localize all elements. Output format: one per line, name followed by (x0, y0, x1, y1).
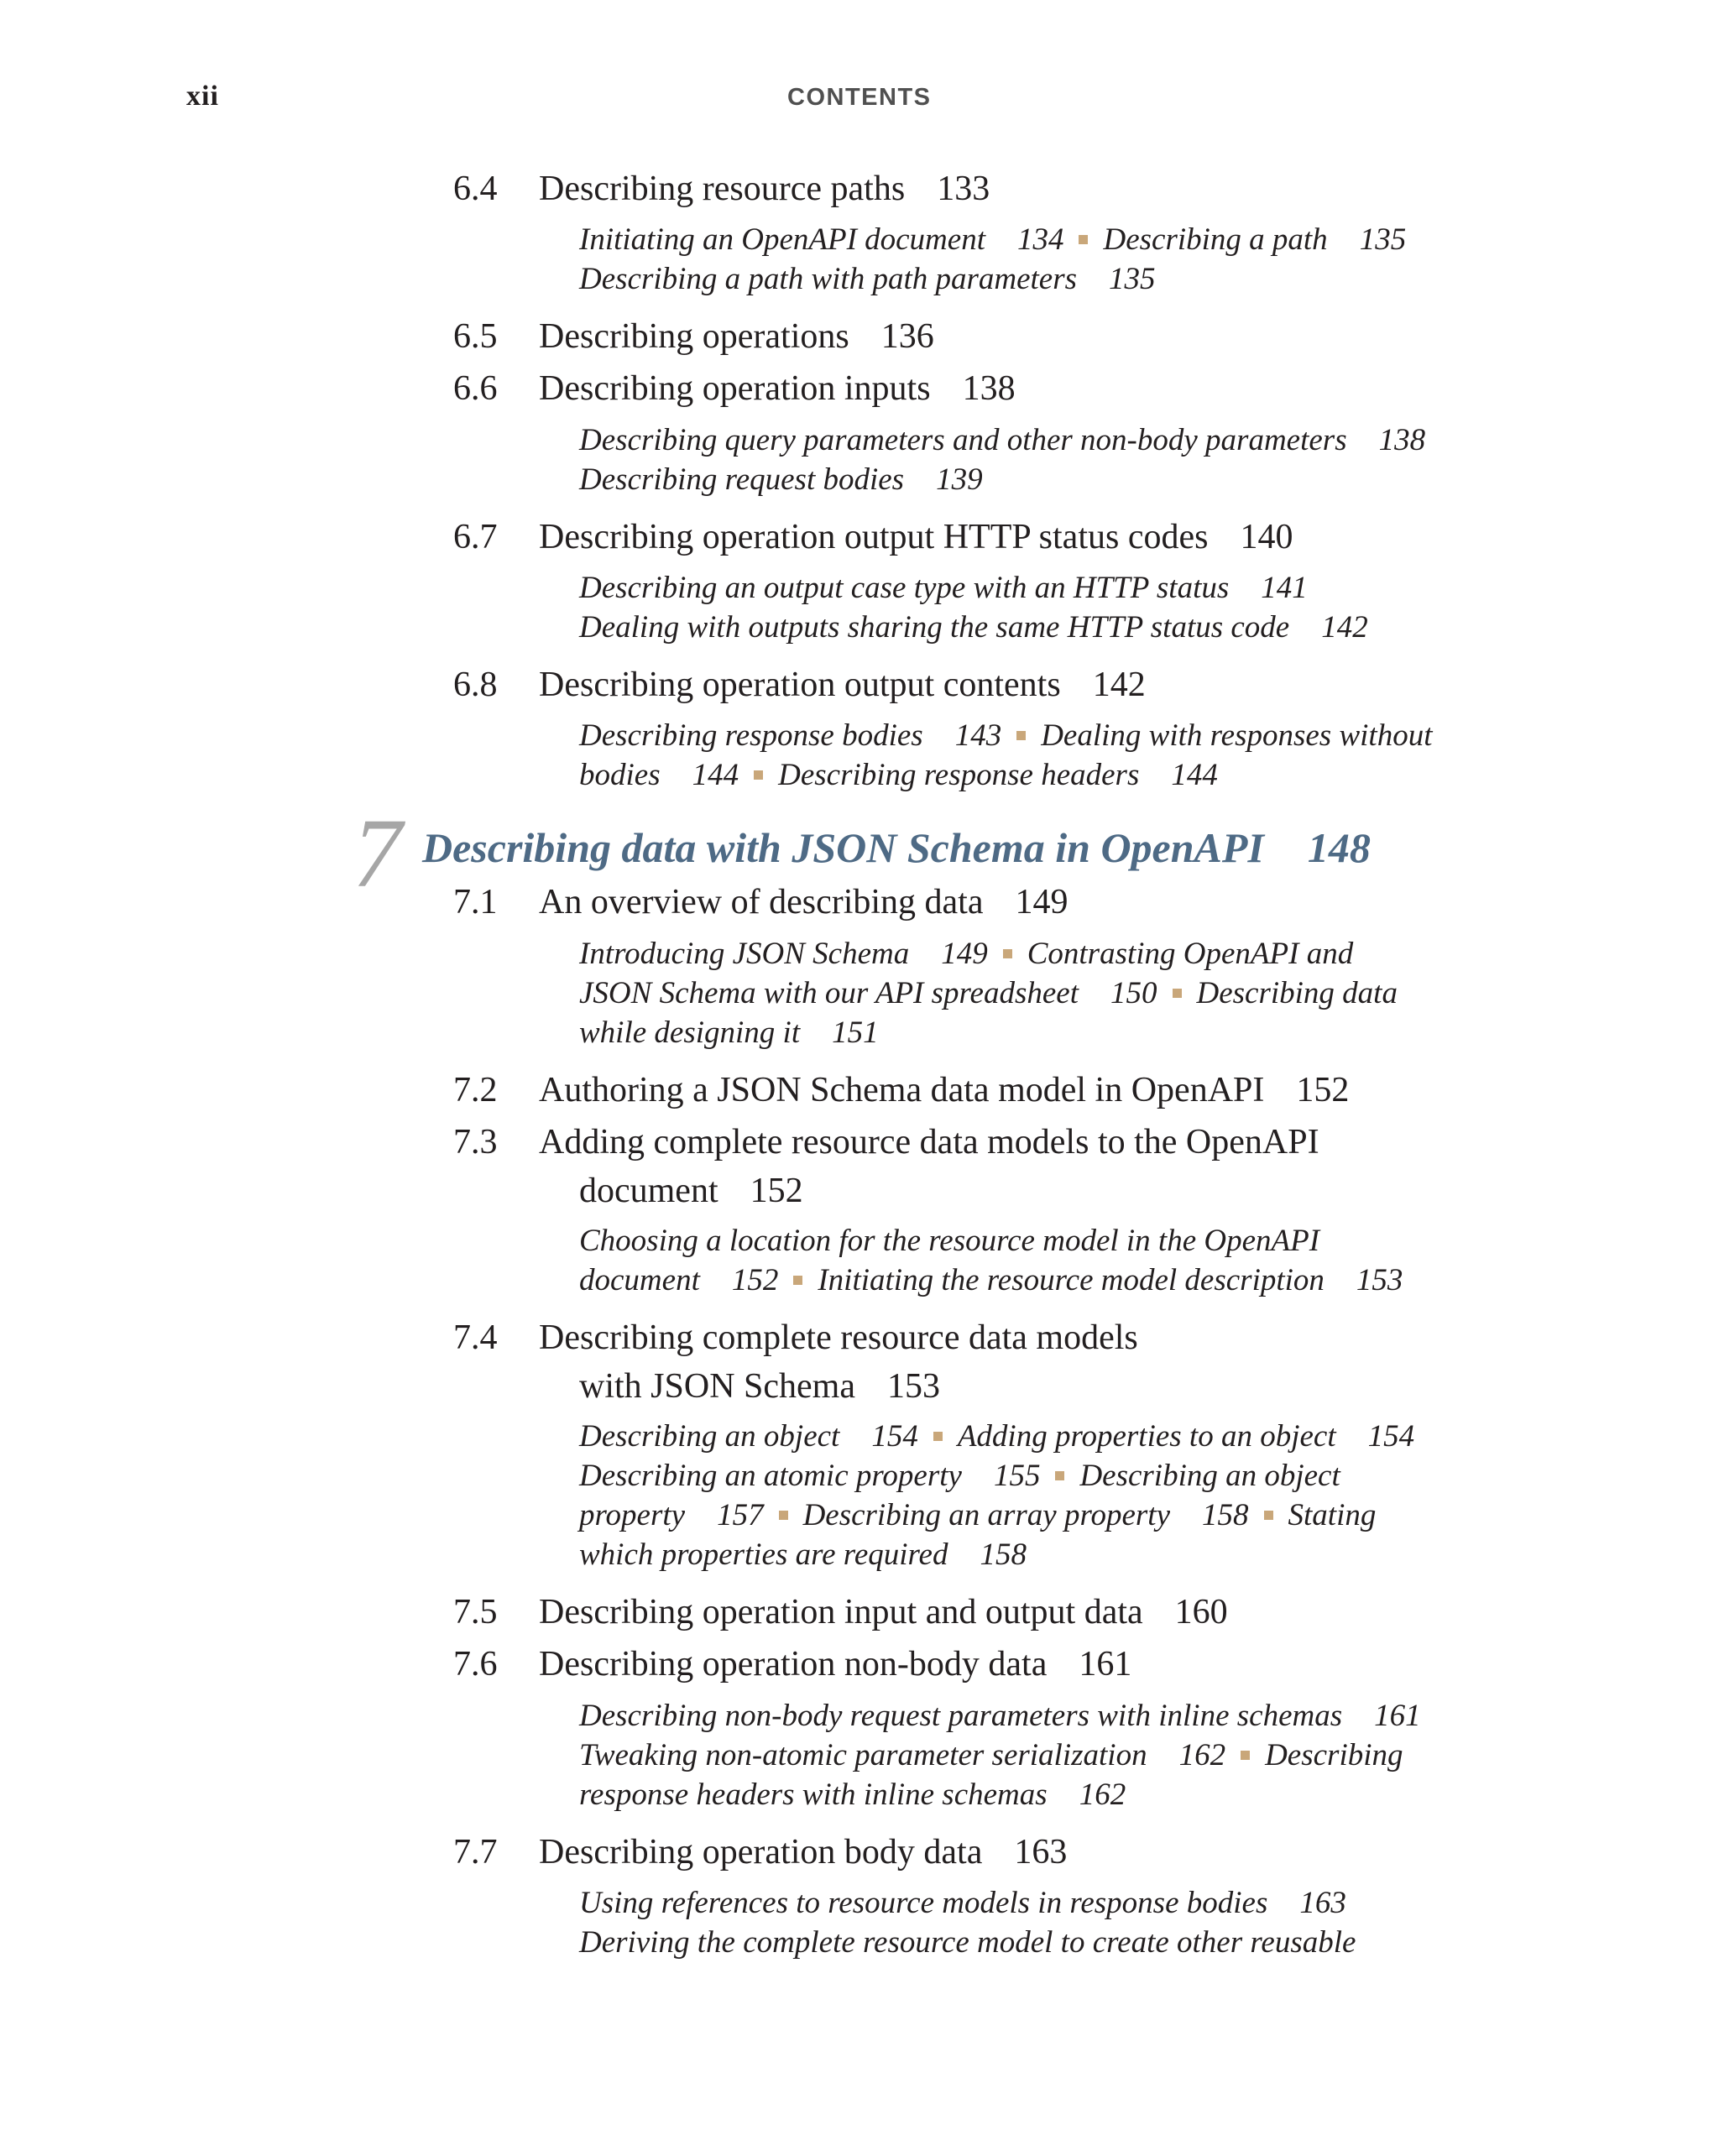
subsection-title[interactable]: Describing an atomic property (579, 1459, 962, 1493)
toc-subsection-line (579, 1696, 1421, 1736)
toc-subsection-line (579, 1883, 1346, 1923)
section-number: 6.4 (453, 170, 498, 208)
section-title: Describing operation inputs (539, 369, 931, 408)
subsection-title[interactable]: bodies (579, 758, 661, 792)
toc-section-7-3[interactable] (453, 1118, 1319, 1167)
toc-subsection-line (579, 716, 1432, 755)
section-number: 7.3 (453, 1123, 498, 1162)
section-title: An overview of describing data (539, 883, 984, 921)
section-number: 6.6 (453, 369, 498, 408)
page-ref: 134 (1016, 222, 1064, 257)
section-number: 7.2 (453, 1071, 498, 1109)
subsection-title[interactable]: Choosing a location for the resource model in the OpenAPI (579, 1224, 1320, 1258)
section-title: Describing operation body data (539, 1833, 983, 1871)
toc-subsection-line (579, 1736, 1403, 1775)
toc-section-7-4[interactable] (453, 1313, 1138, 1362)
page-ref: 135 (1109, 262, 1156, 296)
section-number: 6.5 (453, 317, 498, 356)
section-number: 6.7 (453, 518, 498, 556)
chapter-title: Describing data with JSON Schema in OpenAPI (422, 824, 1264, 871)
page-ref: 161 (1374, 1699, 1421, 1733)
page-ref: 151 (832, 1015, 879, 1050)
section-number: 7.6 (453, 1645, 498, 1684)
page-ref: 157 (717, 1498, 764, 1532)
section-title: Adding complete resource data models to the OpenAPI (539, 1123, 1319, 1162)
page-ref: 138 (1378, 423, 1426, 457)
toc-subsection-line (579, 1261, 1403, 1300)
toc-subsection-line (579, 1535, 1027, 1574)
subsection-title[interactable]: document (579, 1263, 700, 1297)
page-ref: 158 (1202, 1498, 1249, 1532)
page-ref: 152 (750, 1172, 803, 1210)
toc-section-7-1[interactable] (453, 878, 1068, 927)
subsection-title[interactable]: Tweaking non-atomic parameter serialization (579, 1738, 1147, 1772)
subsection-title[interactable]: response headers with inline schemas (579, 1778, 1048, 1812)
subsection-title[interactable]: Introducing JSON Schema (579, 937, 910, 971)
section-number: 6.8 (453, 666, 498, 704)
bullet-separator (1016, 731, 1026, 740)
toc-section-6-5[interactable] (453, 312, 934, 361)
bullet-separator (1079, 235, 1088, 244)
toc-section-7-6[interactable] (453, 1640, 1131, 1689)
subsection-title[interactable]: Describing response headers (778, 758, 1140, 792)
section-title: Describing complete resource data models (539, 1318, 1138, 1357)
toc-section-7-2[interactable] (453, 1066, 1349, 1115)
toc-subsection-line (579, 460, 983, 499)
page-ref: 153 (1356, 1263, 1403, 1297)
toc-section-7-5[interactable] (453, 1588, 1228, 1637)
page-ref: 144 (692, 758, 739, 792)
toc-subsection-line (579, 934, 1353, 974)
subsection-title[interactable]: Describing non-body request parameters with inline schemas (579, 1699, 1343, 1733)
section-title: Describing operation output contents (539, 666, 1061, 704)
section-title: Describing resource paths (539, 170, 906, 208)
subsection-title[interactable]: Describing data (1196, 976, 1398, 1010)
page-ref: 136 (880, 317, 934, 356)
section-title: Describing operation output HTTP status codes (539, 518, 1209, 556)
subsection-title[interactable]: while designing it (579, 1015, 801, 1050)
section-number: 7.5 (453, 1593, 498, 1631)
bullet-separator (779, 1511, 788, 1520)
page-ref: 142 (1321, 610, 1368, 645)
subsection-title[interactable]: Dealing with responses without (1041, 718, 1433, 753)
page-ref: 158 (980, 1537, 1027, 1572)
bullet-separator (933, 1432, 943, 1441)
page-ref: 144 (1171, 758, 1218, 792)
toc-subsection-line (579, 1221, 1319, 1261)
section-title-cont: with JSON Schema (579, 1367, 855, 1406)
toc-subsection-line (579, 259, 1156, 299)
toc-section-6-7[interactable] (453, 513, 1293, 561)
toc-chapter-7[interactable] (422, 821, 1371, 874)
toc-section-continuation[interactable] (579, 1167, 803, 1215)
subsection-title[interactable]: Describing (1265, 1738, 1403, 1772)
subsection-title[interactable]: Using references to resource models in response bodies (579, 1886, 1268, 1920)
subsection-title[interactable]: Describing an object (1079, 1459, 1340, 1493)
subsection-title[interactable]: Describing request bodies (579, 462, 905, 497)
bullet-separator (1241, 1751, 1250, 1760)
section-title: Describing operation non-body data (539, 1645, 1048, 1684)
subsection-title[interactable]: Deriving the complete resource model to create other reusable (579, 1925, 1356, 1960)
subsection-title[interactable]: Describing an output case type with an HTTP status (579, 571, 1230, 605)
page-ref: 142 (1092, 666, 1146, 704)
bullet-separator (754, 770, 763, 780)
subsection-title[interactable]: Initiating the resource model description (818, 1263, 1325, 1297)
page-ref: 143 (954, 718, 1002, 753)
section-title: Describing operation input and output data (539, 1593, 1143, 1631)
bullet-separator (793, 1276, 802, 1285)
page-ref: 138 (962, 369, 1016, 408)
toc-subsection-line (579, 1496, 1376, 1535)
page-ref: 154 (871, 1419, 918, 1454)
subsection-title[interactable]: Dealing with outputs sharing the same HTTP status code (579, 610, 1290, 645)
section-title-cont: document (579, 1172, 718, 1210)
page-ref: 153 (887, 1367, 940, 1406)
toc-section-6-8[interactable] (453, 660, 1146, 709)
section-number: 7.7 (453, 1833, 498, 1871)
bullet-separator (1173, 989, 1182, 998)
subsection-title[interactable]: Describing query parameters and other non-body parameters (579, 423, 1347, 457)
subsection-title[interactable]: Describing an object (579, 1419, 840, 1454)
section-title: Describing operations (539, 317, 849, 356)
toc-subsection-line (579, 420, 1425, 460)
toc-subsection-line (579, 1013, 879, 1052)
toc-subsection-line (579, 608, 1368, 647)
page-ref: 139 (936, 462, 983, 497)
page-ref: 148 (1307, 824, 1371, 871)
page-ref: 140 (1240, 518, 1293, 556)
toc-section-continuation[interactable] (579, 1362, 940, 1411)
bullet-separator (1003, 949, 1012, 958)
subsection-title[interactable]: Describing response bodies (579, 718, 923, 753)
toc-section-6-4[interactable] (453, 164, 990, 213)
subsection-title[interactable]: Adding properties to an object (957, 1419, 1336, 1454)
subsection-title[interactable]: Stating (1288, 1498, 1377, 1532)
toc-subsection-line (579, 1417, 1414, 1456)
toc-subsection-line (579, 755, 1218, 795)
page-ref: 163 (1014, 1833, 1068, 1871)
toc-subsection-line (579, 220, 1406, 259)
subsection-title[interactable]: Describing a path (1103, 222, 1328, 257)
toc-section-6-6[interactable] (453, 364, 1016, 413)
page-ref: 152 (1296, 1071, 1350, 1109)
toc-subsection-line (579, 1923, 1356, 1962)
toc-subsection-line (579, 1456, 1340, 1496)
page-ref: 162 (1079, 1778, 1126, 1812)
section-title: Authoring a JSON Schema data model in OpenAPI (539, 1071, 1265, 1109)
page-ref: 162 (1178, 1738, 1226, 1772)
subsection-title[interactable]: which properties are required (579, 1537, 948, 1572)
subsection-title[interactable]: Initiating an OpenAPI document (579, 222, 985, 257)
page-ref: 149 (941, 937, 988, 971)
page-ref: 152 (731, 1263, 779, 1297)
page-ref: 141 (1261, 571, 1308, 605)
page-ref: 154 (1367, 1419, 1415, 1454)
toc-section-7-7[interactable] (453, 1828, 1067, 1877)
bullet-separator (1055, 1471, 1064, 1480)
subsection-title[interactable]: Contrasting OpenAPI and (1027, 937, 1354, 971)
page-ref: 135 (1359, 222, 1407, 257)
subsection-title[interactable]: JSON Schema with our API spreadsheet (579, 976, 1079, 1010)
subsection-title[interactable]: Describing an array property (802, 1498, 1171, 1532)
page-ref: 133 (937, 170, 990, 208)
toc-subsection-line (579, 974, 1398, 1013)
page-ref: 161 (1079, 1645, 1132, 1684)
toc-subsection-line (579, 1775, 1126, 1814)
page-number: xii (186, 81, 219, 112)
chapter-number: 7 (353, 798, 402, 908)
page-ref: 150 (1110, 976, 1157, 1010)
subsection-title[interactable]: Describing a path with path parameters (579, 262, 1078, 296)
section-number: 7.1 (453, 883, 498, 921)
section-number: 7.4 (453, 1318, 498, 1357)
toc-subsection-line (579, 568, 1308, 608)
page-ref: 149 (1015, 883, 1068, 921)
page-ref: 155 (993, 1459, 1041, 1493)
running-head: CONTENTS (787, 84, 932, 111)
subsection-title[interactable]: property (579, 1498, 686, 1532)
page-ref: 160 (1174, 1593, 1228, 1631)
page-ref: 163 (1299, 1886, 1346, 1920)
bullet-separator (1264, 1511, 1273, 1520)
